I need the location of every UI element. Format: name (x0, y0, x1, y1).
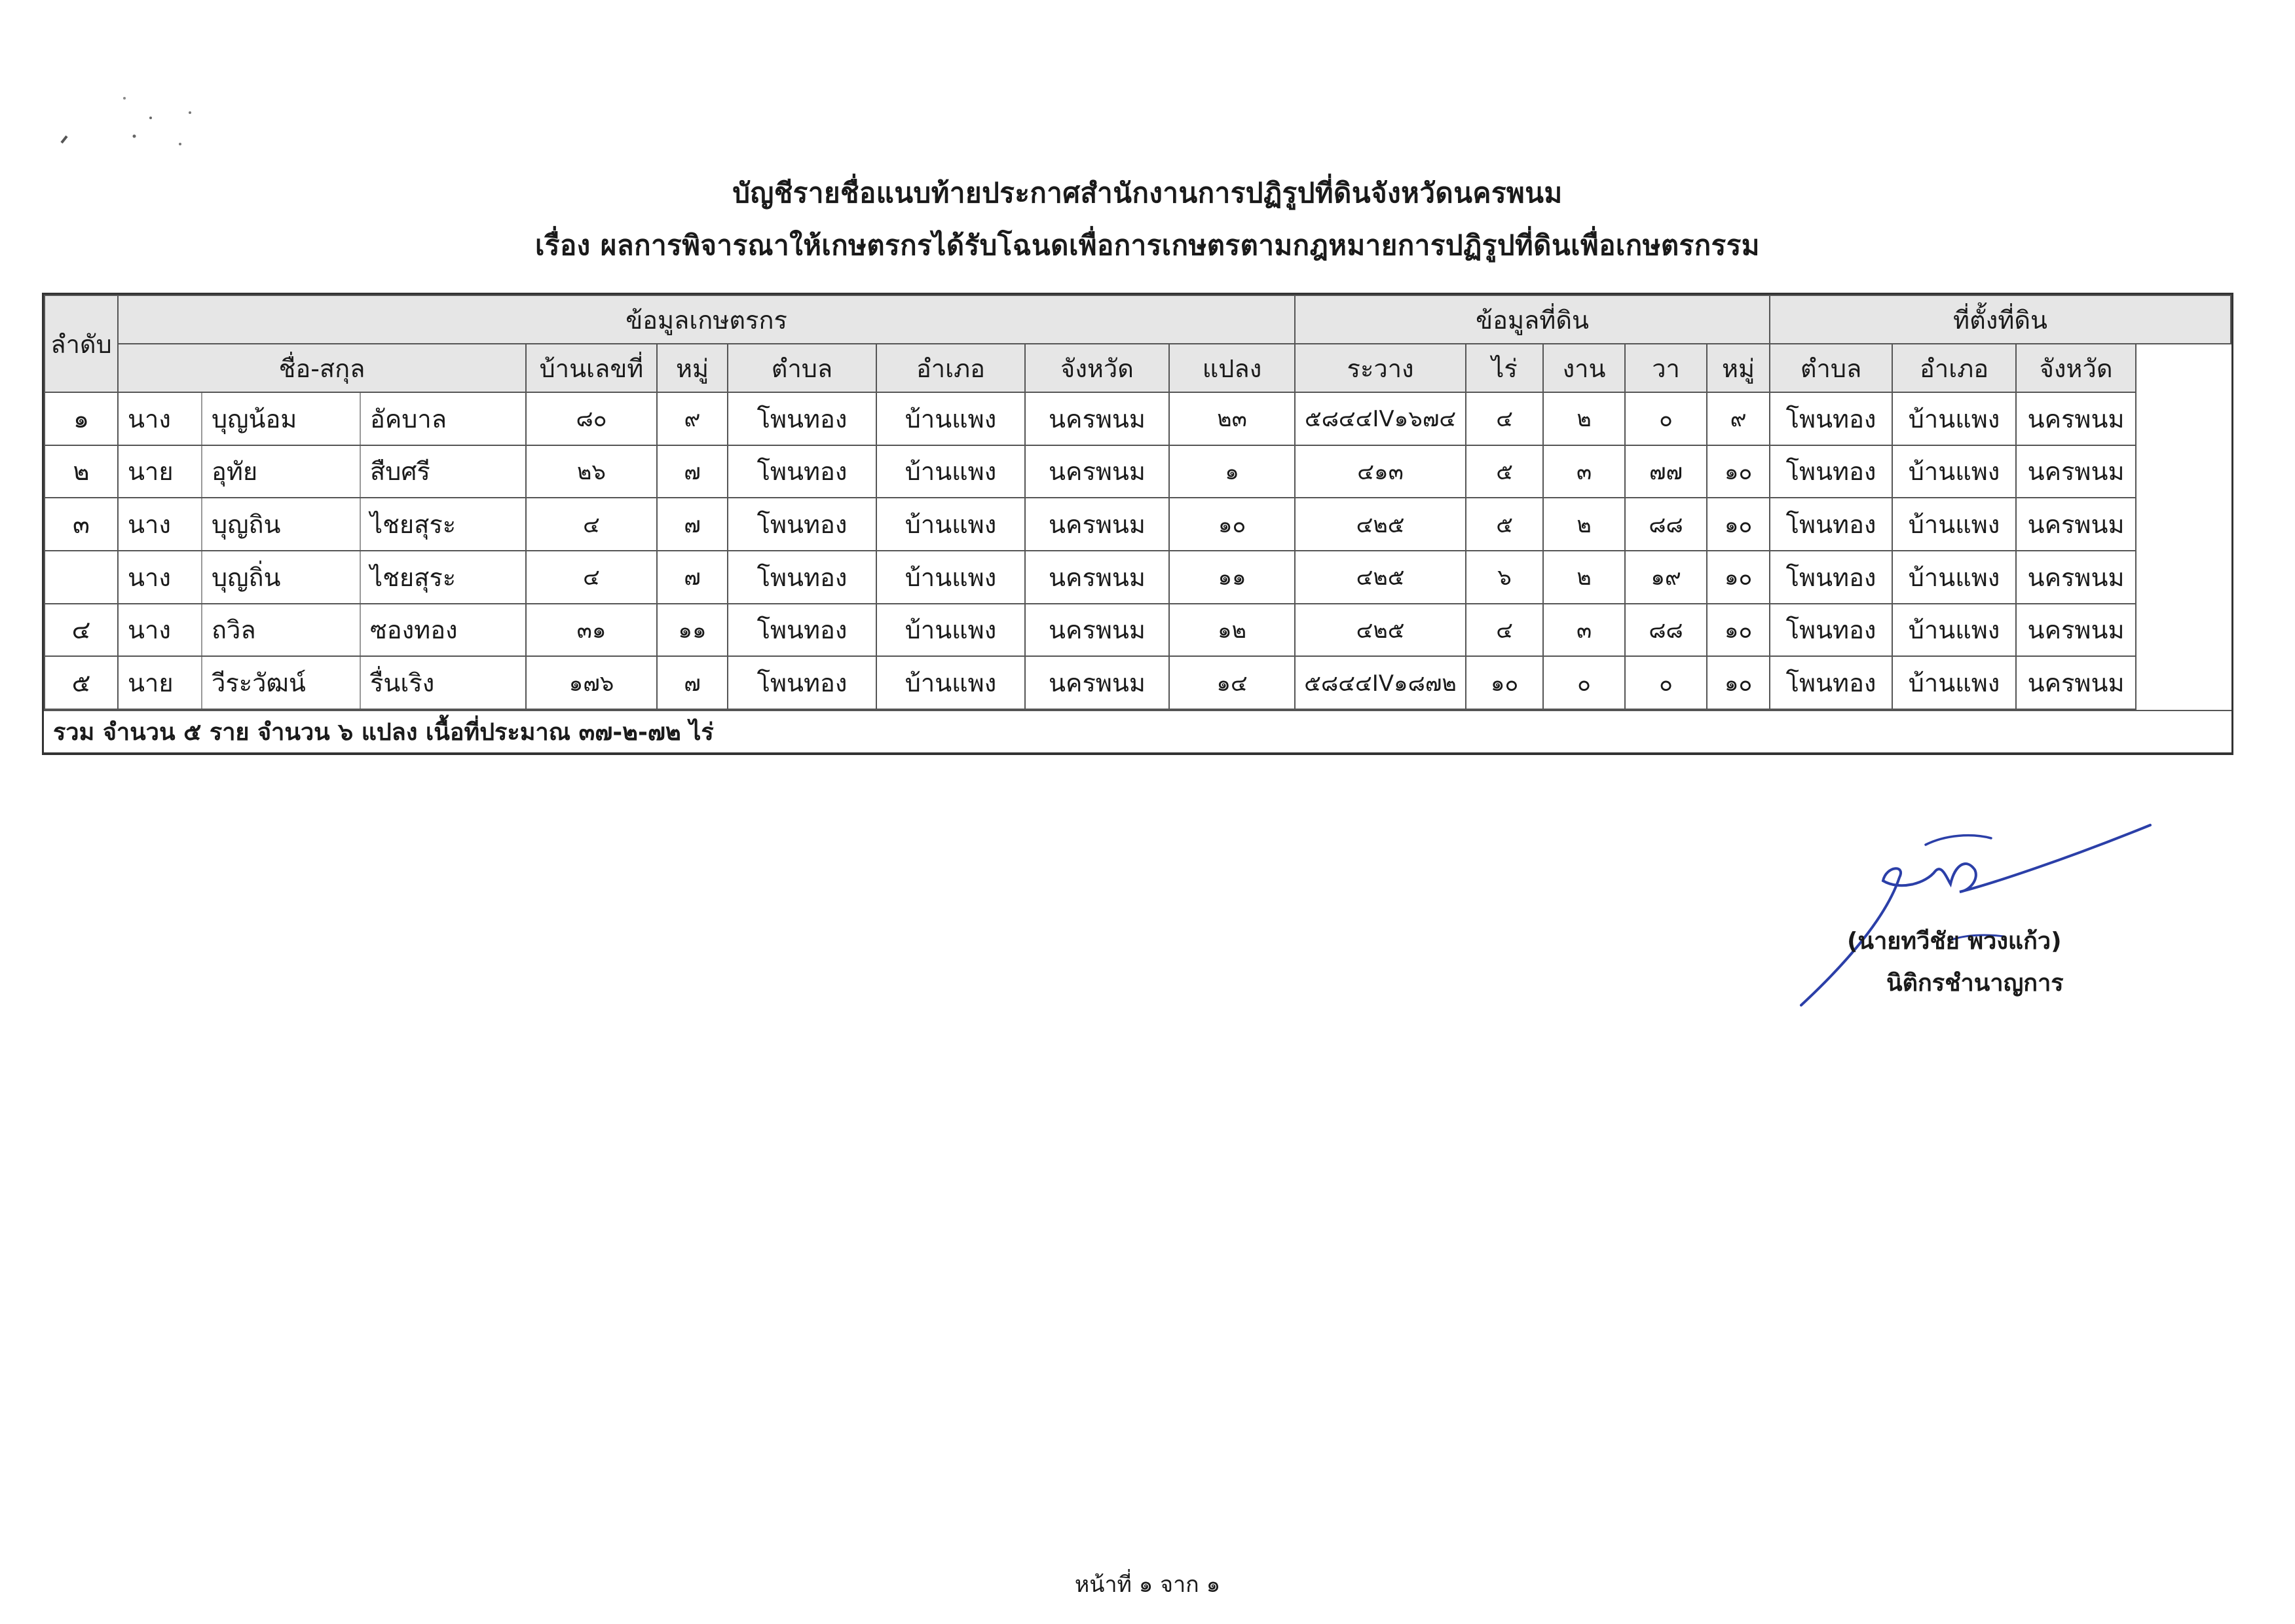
title-cell: นาง (118, 551, 202, 604)
header-farmer-info: ข้อมูลเกษตรกร (118, 295, 1295, 344)
farmer-land-table (42, 293, 2233, 755)
signatory-name: (นายทวีชัย พวงแก้ว) (1847, 928, 2062, 955)
location-province-cell: นครพนม (2016, 604, 2136, 657)
table-grid (44, 295, 2231, 710)
last-name-cell: รื่นเริง (360, 656, 526, 709)
header-province: จังหวัด (1025, 344, 1169, 392)
plot-cell: ๑๐ (1169, 498, 1295, 551)
first-name-cell: ถวิล (202, 604, 360, 657)
location-moo-cell: ๑๐ (1707, 604, 1770, 657)
header-location-tambon: ตำบล (1770, 344, 1892, 392)
tambon-cell: โพนทอง (728, 392, 876, 445)
wa-cell: ๘๘ (1625, 498, 1707, 551)
wa-cell: ๘๘ (1625, 604, 1707, 657)
plot-cell: ๑ (1169, 445, 1295, 498)
first-name-cell: บุญน้อม (202, 392, 360, 445)
title-cell: นาย (118, 445, 202, 498)
amphoe-cell: บ้านแพง (876, 551, 1025, 604)
province-cell: นครพนม (1025, 551, 1169, 604)
first-name-cell: บุญถิ่น (202, 551, 360, 604)
ngan-cell: ๒ (1543, 392, 1625, 445)
first-name-cell: อุทัย (202, 445, 360, 498)
order-cell: ๔ (45, 604, 118, 657)
document-title: บัญชีรายชื่อแนบท้ายประกาศสำนักงานการปฏิรูปที่ดินจังหวัดนครพนม (732, 177, 1563, 209)
moo-cell: ๗ (657, 445, 728, 498)
table-row (45, 604, 2231, 657)
location-moo-cell: ๑๐ (1707, 656, 1770, 709)
location-amphoe-cell: บ้านแพง (1892, 498, 2016, 551)
first-name-cell: บุญถิน (202, 498, 360, 551)
header-land-location: ที่ตั้งที่ดิน (1770, 295, 2231, 344)
wa-cell: ๑๙ (1625, 551, 1707, 604)
sheet-cell: ๕๘๔๔IV๑๘๗๒ (1295, 656, 1466, 709)
title-cell: นาง (118, 392, 202, 445)
house-no-cell: ๓๑ (526, 604, 657, 657)
moo-cell: ๗ (657, 551, 728, 604)
header-amphoe: อำเภอ (876, 344, 1025, 392)
sheet-cell: ๔๒๕ (1295, 551, 1466, 604)
house-no-cell: ๘๐ (526, 392, 657, 445)
scan-specks (52, 79, 210, 151)
house-no-cell: ๒๖ (526, 445, 657, 498)
header-plot: แปลง (1169, 344, 1295, 392)
header-tambon: ตำบล (728, 344, 876, 392)
table-row (45, 445, 2231, 498)
location-moo-cell: ๑๐ (1707, 498, 1770, 551)
location-amphoe-cell: บ้านแพง (1892, 392, 2016, 445)
order-cell (45, 551, 118, 604)
plot-cell: ๑๔ (1169, 656, 1295, 709)
ngan-cell: ๓ (1543, 445, 1625, 498)
province-cell: นครพนม (1025, 392, 1169, 445)
table-row (45, 392, 2231, 445)
plot-cell: ๑๑ (1169, 551, 1295, 604)
first-name-cell: วีระวัฒน์ (202, 656, 360, 709)
wa-cell: ๐ (1625, 656, 1707, 709)
tambon-cell: โพนทอง (728, 656, 876, 709)
rai-cell: ๖ (1466, 551, 1543, 604)
location-moo-cell: ๙ (1707, 392, 1770, 445)
location-amphoe-cell: บ้านแพง (1892, 656, 2016, 709)
ngan-cell: ๓ (1543, 604, 1625, 657)
header-sheet: ระวาง (1295, 344, 1466, 392)
table-row (45, 551, 2231, 604)
title-cell: นาง (118, 498, 202, 551)
ngan-cell: ๒ (1543, 498, 1625, 551)
moo-cell: ๑๑ (657, 604, 728, 657)
amphoe-cell: บ้านแพง (876, 604, 1025, 657)
province-cell: นครพนม (1025, 445, 1169, 498)
order-cell: ๕ (45, 656, 118, 709)
moo-cell: ๗ (657, 656, 728, 709)
sheet-cell: ๔๒๕ (1295, 604, 1466, 657)
order-cell: ๓ (45, 498, 118, 551)
tambon-cell: โพนทอง (728, 604, 876, 657)
header-land-info: ข้อมูลที่ดิน (1295, 295, 1770, 344)
location-tambon-cell: โพนทอง (1770, 604, 1892, 657)
province-cell: นครพนม (1025, 498, 1169, 551)
tambon-cell: โพนทอง (728, 498, 876, 551)
moo-cell: ๗ (657, 498, 728, 551)
sheet-cell: ๕๘๔๔IV๑๖๗๔ (1295, 392, 1466, 445)
location-tambon-cell: โพนทอง (1770, 392, 1892, 445)
table-row (45, 656, 2231, 709)
ngan-cell: ๒ (1543, 551, 1625, 604)
wa-cell: ๐ (1625, 392, 1707, 445)
moo-cell: ๙ (657, 392, 728, 445)
title-cell: นาง (118, 604, 202, 657)
header-location-province: จังหวัด (2016, 344, 2136, 392)
page-number: หน้าที่ ๑ จาก ๑ (1074, 1572, 1221, 1598)
house-no-cell: ๔ (526, 551, 657, 604)
rai-cell: ๕ (1466, 498, 1543, 551)
location-amphoe-cell: บ้านแพง (1892, 604, 2016, 657)
location-amphoe-cell: บ้านแพง (1892, 445, 2016, 498)
plot-cell: ๑๒ (1169, 604, 1295, 657)
province-cell: นครพนม (1025, 604, 1169, 657)
signatory-position: นิติกรชำนาญการ (1886, 970, 2064, 997)
location-amphoe-cell: บ้านแพง (1892, 551, 2016, 604)
order-cell: ๑ (45, 392, 118, 445)
header-location-moo: หมู่ (1707, 344, 1770, 392)
ngan-cell: ๐ (1543, 656, 1625, 709)
tambon-cell: โพนทอง (728, 551, 876, 604)
amphoe-cell: บ้านแพง (876, 498, 1025, 551)
tambon-cell: โพนทอง (728, 445, 876, 498)
sheet-cell: ๔๑๓ (1295, 445, 1466, 498)
header-location-amphoe: อำเภอ (1892, 344, 2016, 392)
plot-cell: ๒๓ (1169, 392, 1295, 445)
amphoe-cell: บ้านแพง (876, 656, 1025, 709)
location-tambon-cell: โพนทอง (1770, 498, 1892, 551)
location-province-cell: นครพนม (2016, 498, 2136, 551)
sheet-cell: ๔๒๕ (1295, 498, 1466, 551)
total-summary: รวม จำนวน ๕ ราย จำนวน ๖ แปลง เนื้อที่ประมาณ ๓๗-๒-๗๒ ไร่ (44, 710, 2231, 753)
location-tambon-cell: โพนทอง (1770, 656, 1892, 709)
last-name-cell: อัคบาล (360, 392, 526, 445)
rai-cell: ๕ (1466, 445, 1543, 498)
amphoe-cell: บ้านแพง (876, 445, 1025, 498)
last-name-cell: ไชยสุระ (360, 551, 526, 604)
header-name: ชื่อ-สกุล (118, 344, 526, 392)
wa-cell: ๗๗ (1625, 445, 1707, 498)
amphoe-cell: บ้านแพง (876, 392, 1025, 445)
rai-cell: ๔ (1466, 604, 1543, 657)
last-name-cell: ซองทอง (360, 604, 526, 657)
table-row (45, 498, 2231, 551)
last-name-cell: สืบศรี (360, 445, 526, 498)
header-order: ลำดับ (45, 295, 118, 392)
rai-cell: ๑๐ (1466, 656, 1543, 709)
document-subject: เรื่อง ผลการพิจารณาให้เกษตรกรได้รับโฉนดเพื่อการเกษตรตามกฎหมายการปฏิรูปที่ดินเพื่อเกษตรกรรม (535, 229, 1760, 261)
house-no-cell: ๔ (526, 498, 657, 551)
location-moo-cell: ๑๐ (1707, 551, 1770, 604)
header-ngan: งาน (1543, 344, 1625, 392)
province-cell: นครพนม (1025, 656, 1169, 709)
location-province-cell: นครพนม (2016, 551, 2136, 604)
title-cell: นาย (118, 656, 202, 709)
header-wa: วา (1625, 344, 1707, 392)
location-province-cell: นครพนม (2016, 445, 2136, 498)
rai-cell: ๔ (1466, 392, 1543, 445)
location-moo-cell: ๑๐ (1707, 445, 1770, 498)
location-province-cell: นครพนม (2016, 392, 2136, 445)
header-rai: ไร่ (1466, 344, 1543, 392)
header-house-no: บ้านเลขที่ (526, 344, 657, 392)
house-no-cell: ๑๗๖ (526, 656, 657, 709)
location-tambon-cell: โพนทอง (1770, 551, 1892, 604)
location-tambon-cell: โพนทอง (1770, 445, 1892, 498)
last-name-cell: ไชยสุระ (360, 498, 526, 551)
header-moo: หมู่ (657, 344, 728, 392)
order-cell: ๒ (45, 445, 118, 498)
location-province-cell: นครพนม (2016, 656, 2136, 709)
